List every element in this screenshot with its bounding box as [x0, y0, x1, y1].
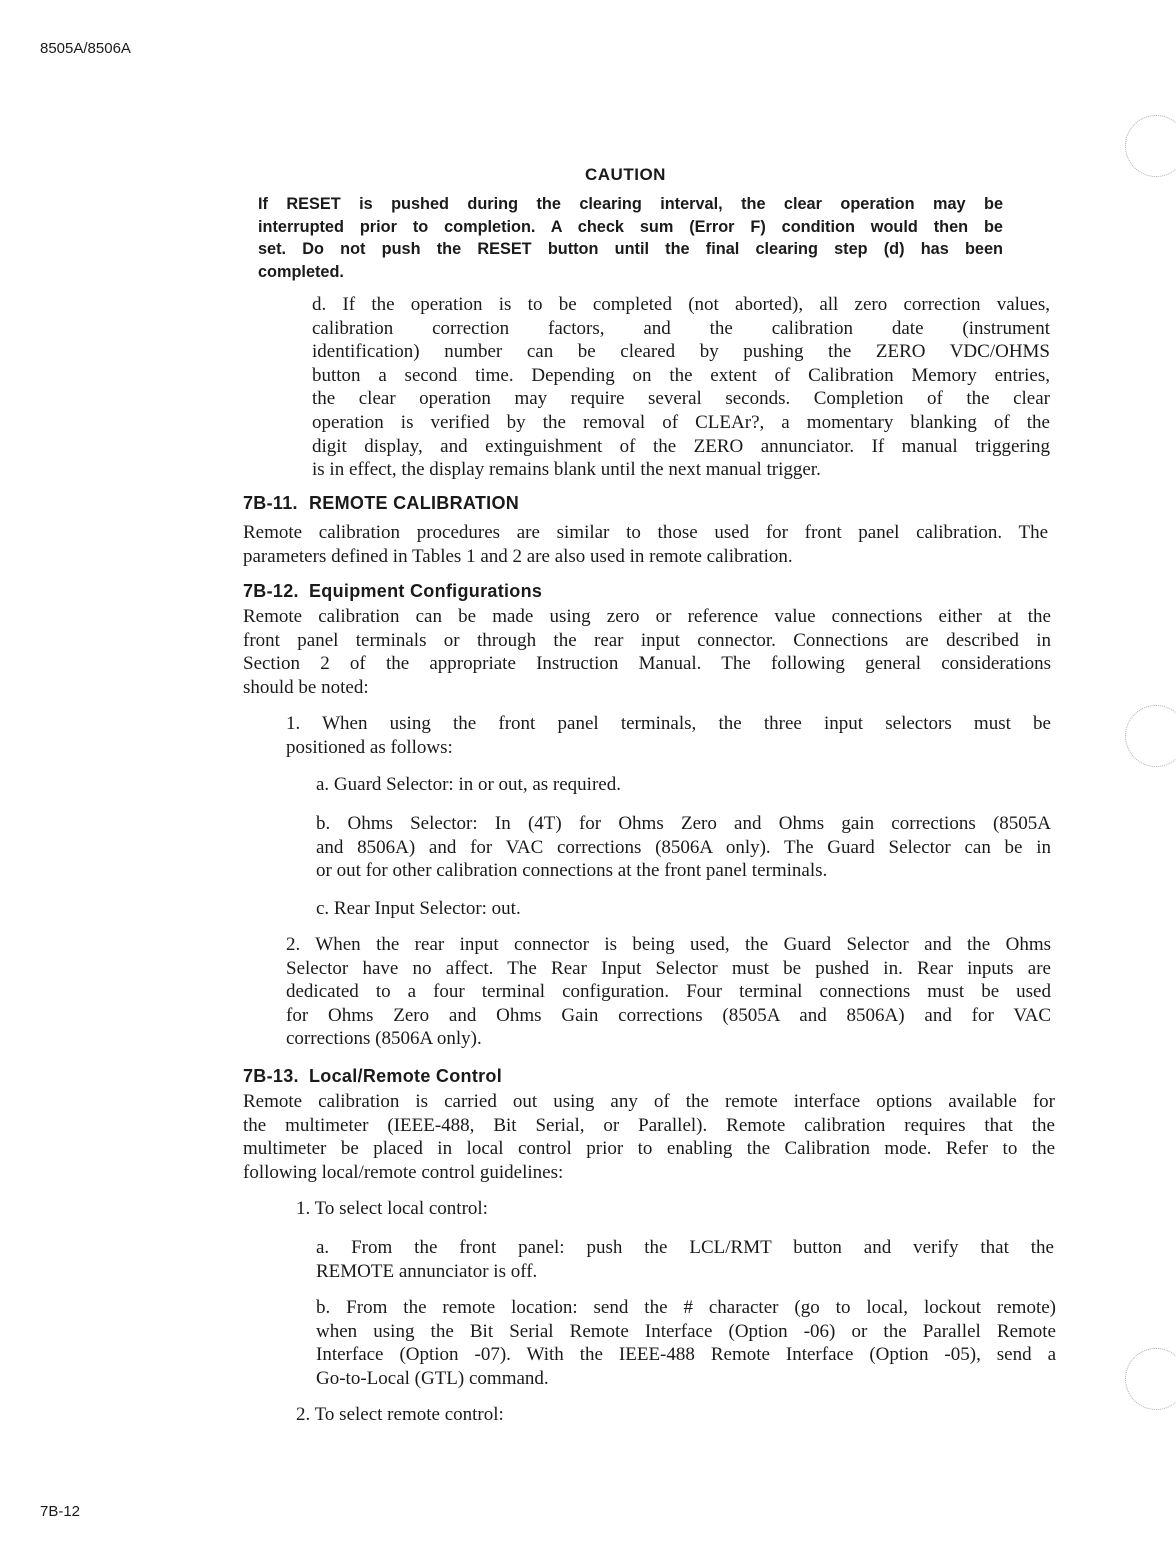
list-item-1a	[316, 773, 1051, 797]
text-line: when using the Bit Serial Remote Interface (Option -06) or the Parallel Remote	[316, 1320, 1056, 1342]
text-line: b. Ohms Selector: In (4T) for Ohms Zero and Ohms gain corrections (8505A	[316, 813, 1051, 834]
text-line: Remote calibration can be made using zero or reference value connections either at the	[243, 606, 1051, 627]
text-line: interrupted prior to completion. A check sum (Error F) condition would then be	[258, 217, 1003, 236]
text-line: or out for other calibration connections at the front panel terminals.	[316, 860, 828, 882]
section-heading-7b-13	[243, 1066, 502, 1087]
text-line: 1. To select local control:	[296, 1198, 488, 1219]
text-line: b. From the remote location: send the # character (go to local, lockout remote)	[316, 1297, 1056, 1318]
punch-hole	[1125, 115, 1176, 177]
caution-title: CAUTION	[585, 165, 666, 184]
punch-hole	[1125, 705, 1176, 767]
list-item-2	[296, 1403, 1051, 1427]
text-line: for Ohms Zero and Ohms Gain corrections (8505A and 8506A) and for VAC	[286, 1004, 1051, 1026]
section-number: 7B-12.	[243, 581, 299, 601]
text-line: 1. When using the front panel terminals, the three input selectors must be	[286, 713, 1051, 734]
text-line: Selector have no affect. The Rear Input Selector must be pushed in. Rear inputs are	[286, 957, 1051, 979]
list-item-1a	[316, 1236, 1054, 1283]
section-title: Equipment Configurations	[309, 581, 543, 601]
text-line: following local/remote control guidelines:	[243, 1161, 564, 1183]
text-line: completed.	[258, 262, 344, 281]
text-line: Remote calibration procedures are similar to those used for front panel calibration. The	[243, 522, 1048, 543]
text-line: parameters defined in Tables 1 and 2 are also used in remote calibration.	[243, 545, 793, 567]
remote-calibration-paragraph	[243, 521, 1048, 568]
text-line: and 8506A) and for VAC corrections (8506A only). The Guard Selector can be in	[316, 836, 1051, 858]
text-line: multimeter be placed in local control prior to enabling the Calibration mode. Refer to the	[243, 1138, 1055, 1160]
text-line: positioned as follows:	[286, 736, 453, 758]
text-line: Go-to-Local (GTL) command.	[316, 1367, 549, 1389]
text-line: identification) number can be cleared by pushing the ZERO VDC/OHMS	[312, 341, 1050, 363]
local-remote-paragraph	[243, 1090, 1055, 1184]
text-line: dedicated to a four terminal configuration. Four terminal connections must be used	[286, 981, 1051, 1003]
caution-body	[258, 193, 1003, 283]
text-line: If RESET is pushed during the clearing interval, the clear operation may be	[258, 195, 1003, 213]
section-number: 7B-11.	[243, 493, 298, 513]
list-item-1	[286, 712, 1051, 759]
document-header: 8505A/8506A	[40, 40, 131, 57]
text-line: d. If the operation is to be completed (not aborted), all zero correction values,	[312, 294, 1050, 315]
section-title: Local/Remote Control	[309, 1066, 503, 1086]
text-line: Section 2 of the appropriate Instruction Manual. The following general considerations	[243, 653, 1051, 675]
text-line: set. Do not push the RESET button until the final clearing step (d) has been	[258, 240, 1003, 258]
equipment-config-paragraph	[243, 605, 1051, 699]
section-number: 7B-13.	[243, 1066, 299, 1086]
list-item-2	[286, 933, 1051, 1051]
text-line: the multimeter (IEEE-488, Bit Serial, or Parallel). Remote calibration requires that the	[243, 1114, 1055, 1136]
text-line: should be noted:	[243, 676, 369, 698]
list-item-1b	[316, 1296, 1056, 1390]
list-item-1b	[316, 812, 1051, 883]
text-line: front panel terminals or through the rear input connector. Connections are described in	[243, 629, 1051, 651]
text-line: Interface (Option -07). With the IEEE-488 Remote Interface (Option -05), send a	[316, 1344, 1056, 1366]
text-line: a. From the front panel: push the LCL/RMT button and verify that the	[316, 1237, 1054, 1258]
text-line: calibration correction factors, and the calibration date (instrument	[312, 317, 1050, 339]
text-line: the clear operation may require several seconds. Completion of the clear	[312, 388, 1050, 410]
page-number: 7B-12	[40, 1503, 81, 1520]
text-line: is in effect, the display remains blank until the next manual trigger.	[312, 459, 821, 481]
punch-hole	[1125, 1348, 1176, 1410]
list-item-1	[296, 1197, 1051, 1221]
section-heading-7b-11	[243, 493, 519, 514]
text-line: 2. To select remote control:	[296, 1404, 504, 1425]
text-line: digit display, and extinguishment of the ZERO annunciator. If manual triggering	[312, 435, 1050, 457]
text-line: button a second time. Depending on the extent of Calibration Memory entries,	[312, 364, 1050, 386]
section-title: REMOTE CALIBRATION	[309, 493, 520, 513]
step-d-paragraph	[312, 293, 1050, 482]
text-line: Remote calibration is carried out using any of the remote interface options available for	[243, 1091, 1055, 1112]
text-line: c. Rear Input Selector: out.	[316, 898, 521, 919]
text-line: REMOTE annunciator is off.	[316, 1260, 538, 1282]
section-heading-7b-12	[243, 581, 542, 602]
text-line: operation is verified by the removal of CLEAr?, a momentary blanking of the	[312, 411, 1050, 433]
text-line: 2. When the rear input connector is being used, the Guard Selector and the Ohms	[286, 934, 1051, 955]
list-item-1c	[316, 897, 1051, 921]
text-line: a. Guard Selector: in or out, as required.	[316, 774, 621, 795]
text-line: corrections (8506A only).	[286, 1028, 482, 1050]
